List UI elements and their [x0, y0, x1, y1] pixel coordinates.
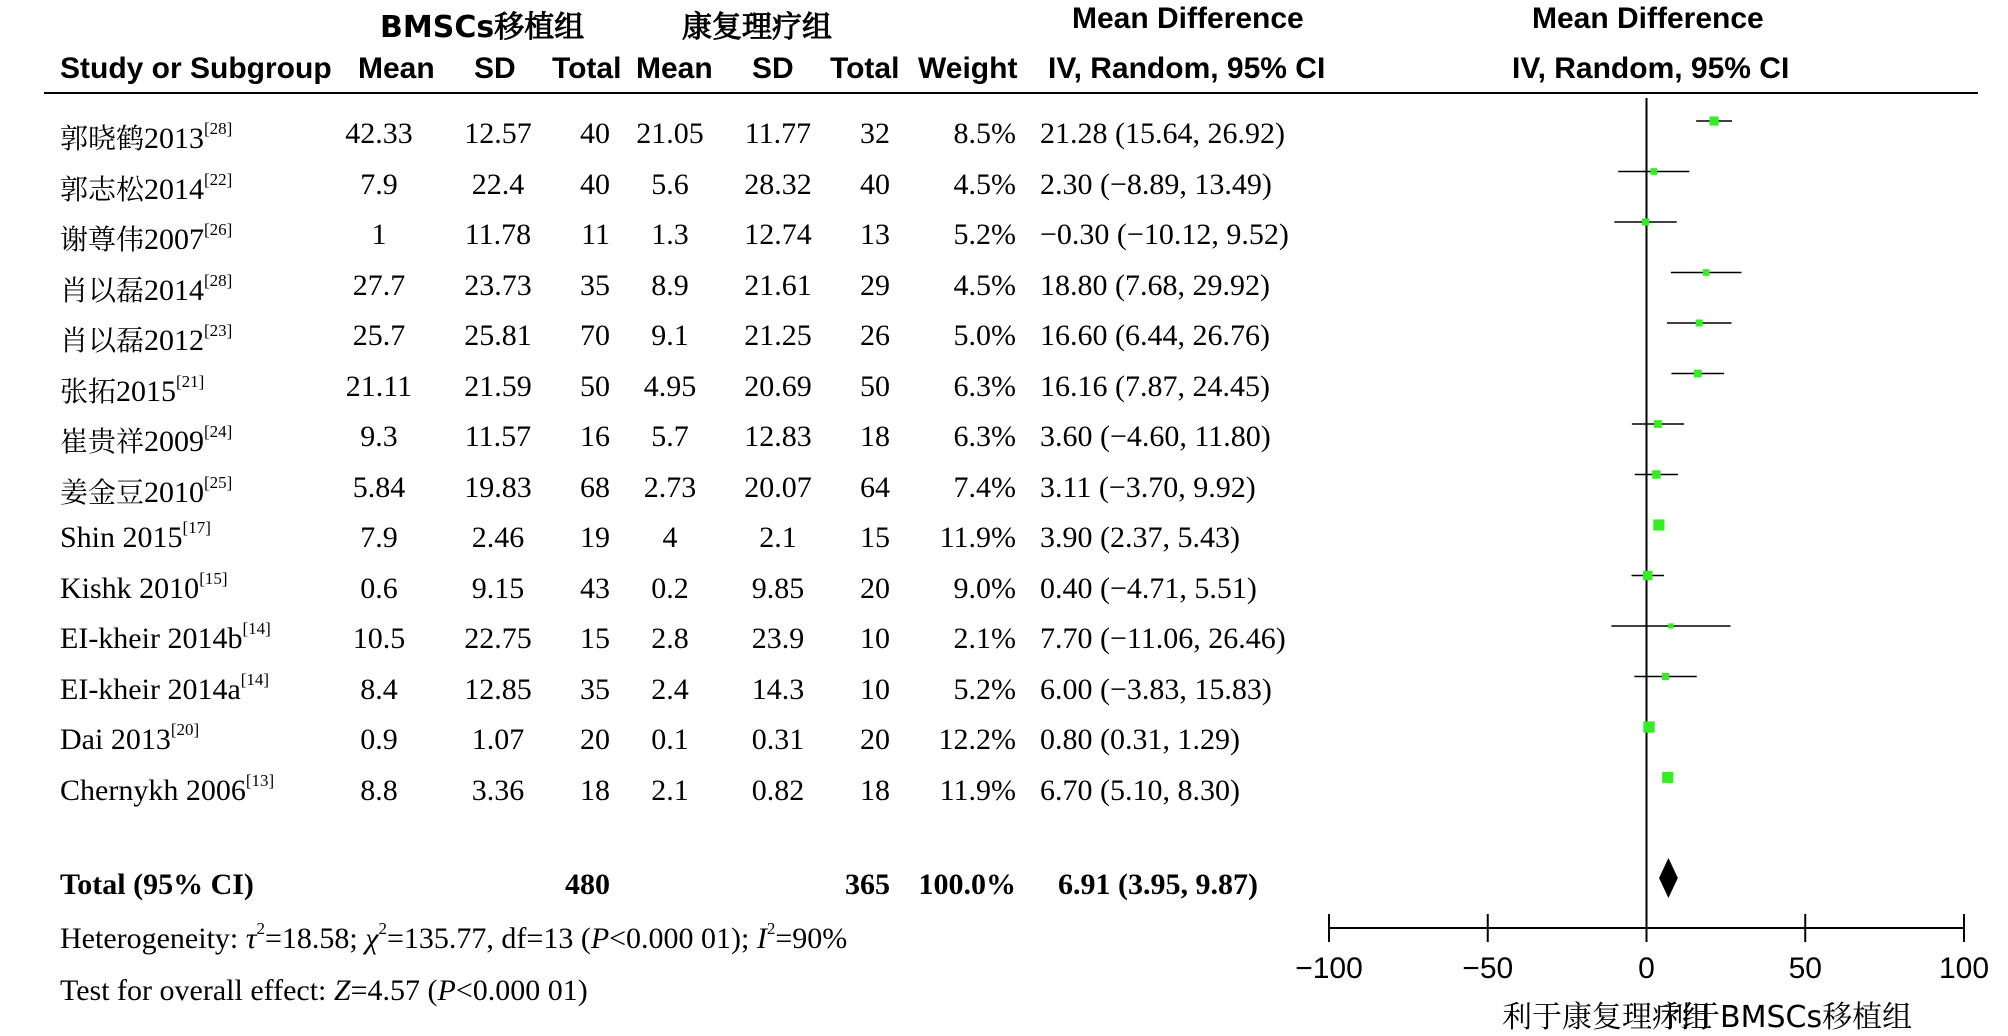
plot-subtitle: IV, Random, 95% CI: [1512, 52, 1790, 85]
cell-weight: 8.5%: [953, 117, 1016, 150]
study-marker: [1694, 370, 1702, 378]
col-mean2: Mean: [636, 52, 713, 85]
cell-total2: 20: [860, 571, 890, 605]
cell-ci: 18.80 (7.68, 29.92): [1040, 268, 1270, 302]
cell-weight: 6.3%: [953, 369, 1016, 403]
cell-sd1: 25.81: [464, 319, 532, 352]
total-ci: 6.91 (3.95, 9.87): [1058, 868, 1258, 901]
study-name: 郭晓鹤2013[28]: [60, 119, 233, 155]
cell-sd2: 23.9: [751, 622, 805, 655]
cell-ci: 2.30 (−8.89, 13.49): [1040, 167, 1272, 201]
cell-weight: 2.1%: [953, 622, 1016, 655]
cell-mean2: 2.8: [651, 622, 689, 655]
col-sd2: SD: [752, 52, 794, 85]
cell-total1: 15: [580, 622, 610, 655]
cell-ci: 6.70 (5.10, 8.30): [1040, 773, 1240, 807]
study-marker: [1662, 673, 1669, 680]
x-tick-label: −100: [1295, 952, 1363, 985]
group2-header: 康复理疗组: [682, 10, 832, 45]
x-tick-label: 100: [1938, 952, 1990, 985]
cell-total2: 26: [860, 319, 890, 352]
col-sd1: SD: [474, 52, 516, 85]
cell-weight: 5.2%: [953, 672, 1016, 706]
study-marker: [1703, 269, 1710, 276]
cell-weight: 12.2%: [938, 723, 1016, 756]
study-marker: [1662, 772, 1673, 783]
cell-weight: 4.5%: [953, 167, 1016, 201]
study-name: 肖以磊2012[23]: [60, 321, 233, 357]
study-marker: [1653, 519, 1664, 530]
cell-total2: 10: [860, 622, 890, 655]
cell-mean2: 2.73: [643, 470, 697, 504]
cell-sd2: 0.82: [751, 773, 805, 807]
cell-total2: 40: [860, 167, 890, 201]
plot-title: Mean Difference: [1532, 2, 1764, 35]
cell-sd1: 12.85: [464, 672, 532, 706]
cell-total1: 43: [580, 571, 610, 605]
cell-mean1: 7.9: [360, 521, 398, 554]
cell-total2: 50: [860, 369, 890, 403]
cell-ci: 3.11 (−3.70, 9.92): [1040, 470, 1256, 504]
cell-mean2: 2.1: [651, 773, 689, 807]
cell-mean2: 0.2: [651, 571, 689, 605]
cell-sd2: 20.07: [744, 470, 812, 504]
cell-weight: 6.3%: [953, 420, 1016, 453]
cell-sd2: 0.31: [751, 723, 805, 756]
cell-ci: 6.00 (−3.83, 15.83): [1040, 672, 1272, 706]
cell-sd2: 2.1: [759, 521, 797, 554]
x-tick-label: 0: [1638, 952, 1655, 985]
cell-weight: 5.2%: [953, 218, 1016, 251]
cell-total2: 18: [860, 773, 890, 807]
study-name: 肖以磊2014[28]: [60, 270, 233, 307]
cell-total2: 18: [860, 420, 890, 453]
cell-ci: 3.90 (2.37, 5.43): [1040, 521, 1240, 554]
favours-right-label: 利于BMSCs移植组: [1660, 1000, 1913, 1035]
favours-left-label: 利于康复理疗组: [1502, 1000, 1712, 1035]
total-n1: 480: [565, 868, 610, 901]
study-name: 谢尊伟2007[26]: [60, 220, 233, 256]
cell-sd2: 9.85: [751, 571, 805, 605]
cell-ci: 21.28 (15.64, 26.92): [1040, 117, 1285, 150]
cell-mean1: 5.84: [352, 470, 406, 504]
cell-sd1: 19.83: [464, 470, 532, 504]
col-weight: Weight: [918, 52, 1018, 85]
cell-sd1: 22.75: [464, 622, 532, 655]
study-name: Dai 2013[20]: [60, 720, 200, 756]
cell-ci: 7.70 (−11.06, 26.46): [1040, 622, 1286, 655]
cell-total1: 35: [580, 672, 610, 706]
cell-ci: 16.60 (6.44, 26.76): [1040, 319, 1270, 352]
cell-weight: 5.0%: [953, 319, 1016, 352]
cell-mean2: 0.1: [651, 723, 689, 756]
cell-total1: 35: [580, 268, 610, 302]
cell-sd1: 12.57: [464, 117, 532, 150]
cell-weight: 11.9%: [939, 773, 1016, 807]
cell-weight: 7.4%: [953, 470, 1016, 504]
total-weight: 100.0%: [918, 868, 1016, 901]
cell-mean1: 0.6: [360, 571, 398, 605]
study-marker: [1643, 571, 1652, 580]
cell-total2: 15: [860, 521, 890, 554]
cell-mean2: 9.1: [651, 319, 689, 352]
overall-effect-text: Test for overall effect: Z=4.57 (P<0.000 01): [60, 974, 588, 1007]
cell-total2: 32: [860, 117, 890, 150]
cell-sd1: 21.59: [464, 369, 532, 403]
cell-sd2: 12.83: [744, 420, 812, 453]
cell-mean1: 9.3: [360, 420, 398, 453]
cell-total2: 20: [860, 723, 890, 756]
cell-mean2: 4.95: [643, 369, 697, 403]
cell-total1: 70: [580, 319, 610, 352]
cell-ci: 16.16 (7.87, 24.45): [1040, 369, 1270, 403]
cell-mean1: 27.7: [352, 268, 406, 302]
cell-total1: 18: [580, 773, 610, 807]
cell-mean2: 4: [662, 521, 678, 554]
study-name: EI-kheir 2014a[14]: [60, 669, 270, 706]
cell-sd1: 2.46: [471, 521, 525, 554]
x-tick-label: −50: [1462, 952, 1514, 985]
cell-ci: −0.30 (−10.12, 9.52): [1040, 218, 1289, 251]
study-marker: [1650, 168, 1657, 175]
cell-sd1: 3.36: [471, 773, 525, 807]
cell-mean2: 2.4: [651, 672, 689, 706]
cell-total2: 13: [860, 218, 890, 251]
cell-weight: 4.5%: [953, 268, 1016, 302]
cell-mean1: 8.8: [360, 773, 398, 807]
cell-ci: 0.40 (−4.71, 5.51): [1040, 571, 1257, 605]
study-marker: [1668, 623, 1673, 628]
cell-sd1: 1.07: [471, 723, 525, 756]
cell-total1: 19: [580, 521, 610, 554]
cell-sd2: 14.3: [751, 672, 805, 706]
study-marker: [1643, 721, 1654, 732]
col-mean1: Mean: [358, 52, 435, 85]
cell-mean2: 5.6: [651, 167, 689, 201]
study-name: 姜金豆2010[25]: [60, 472, 233, 509]
cell-mean1: 1: [371, 218, 387, 251]
study-name: 郭志松2014[22]: [60, 169, 233, 206]
study-marker: [1652, 470, 1660, 478]
cell-sd1: 9.15: [471, 571, 525, 605]
cell-total1: 16: [580, 420, 610, 453]
study-marker: [1654, 420, 1662, 428]
cell-sd2: 21.61: [744, 268, 812, 302]
study-name: Chernykh 2006[13]: [60, 770, 275, 807]
cell-mean1: 21.11: [345, 369, 413, 403]
md-column-subtitle: IV, Random, 95% CI: [1048, 52, 1326, 85]
heterogeneity-text: Heterogeneity: $\tau^2=18.58$; $\chi^2=135.77$, df=13 (P<0.000 01); $I^2=90\%$: [60, 919, 848, 955]
study-marker: [1710, 116, 1719, 125]
study-name: 崔贵祥2009[24]: [60, 422, 233, 458]
total-n2: 365: [845, 868, 890, 901]
cell-mean1: 0.9: [360, 723, 398, 756]
col-total1: Total: [552, 52, 622, 85]
x-tick-label: 50: [1788, 952, 1822, 985]
cell-mean2: 21.05: [636, 117, 704, 150]
study-name: Kishk 2010[15]: [60, 568, 228, 605]
cell-total2: 64: [860, 470, 890, 504]
cell-sd1: 11.57: [464, 420, 532, 453]
cell-mean1: 10.5: [352, 622, 406, 655]
cell-sd2: 28.32: [744, 167, 812, 201]
col-study: Study or Subgroup: [60, 52, 332, 85]
pooled-diamond: [1659, 858, 1678, 898]
cell-mean1: 8.4: [360, 672, 398, 706]
cell-sd2: 21.25: [744, 319, 812, 352]
cell-total1: 11: [581, 218, 610, 251]
cell-ci: 3.60 (−4.60, 11.80): [1040, 420, 1271, 453]
cell-total2: 10: [860, 672, 890, 706]
cell-total1: 20: [580, 723, 610, 756]
study-name: EI-kheir 2014b[14]: [60, 619, 271, 655]
cell-sd2: 12.74: [744, 218, 812, 251]
study-marker: [1696, 320, 1703, 327]
cell-total1: 68: [580, 470, 610, 504]
cell-mean2: 1.3: [651, 218, 689, 251]
study-marker: [1642, 218, 1649, 225]
cell-sd1: 22.4: [471, 167, 525, 201]
col-total2: Total: [830, 52, 900, 85]
cell-sd1: 11.78: [464, 218, 532, 251]
cell-total1: 50: [580, 369, 610, 403]
cell-sd2: 11.77: [744, 117, 812, 150]
cell-weight: 9.0%: [953, 571, 1016, 605]
cell-weight: 11.9%: [939, 521, 1016, 554]
cell-mean2: 8.9: [651, 268, 689, 302]
cell-mean2: 5.7: [651, 420, 689, 453]
study-name: 张拓2015[21]: [60, 371, 205, 408]
cell-mean1: 25.7: [352, 319, 406, 352]
cell-total2: 29: [860, 268, 890, 302]
group1-header: BMSCs移植组: [380, 10, 585, 45]
cell-mean1: 42.33: [345, 117, 413, 150]
md-column-title: Mean Difference: [1072, 2, 1304, 35]
total-label: Total (95% CI): [60, 868, 254, 901]
cell-mean1: 7.9: [360, 167, 398, 201]
cell-total1: 40: [580, 167, 610, 201]
cell-ci: 0.80 (0.31, 1.29): [1040, 723, 1240, 756]
study-name: Shin 2015[17]: [60, 518, 211, 554]
cell-sd1: 23.73: [464, 268, 532, 302]
cell-sd2: 20.69: [744, 369, 812, 403]
cell-total1: 40: [580, 117, 610, 150]
